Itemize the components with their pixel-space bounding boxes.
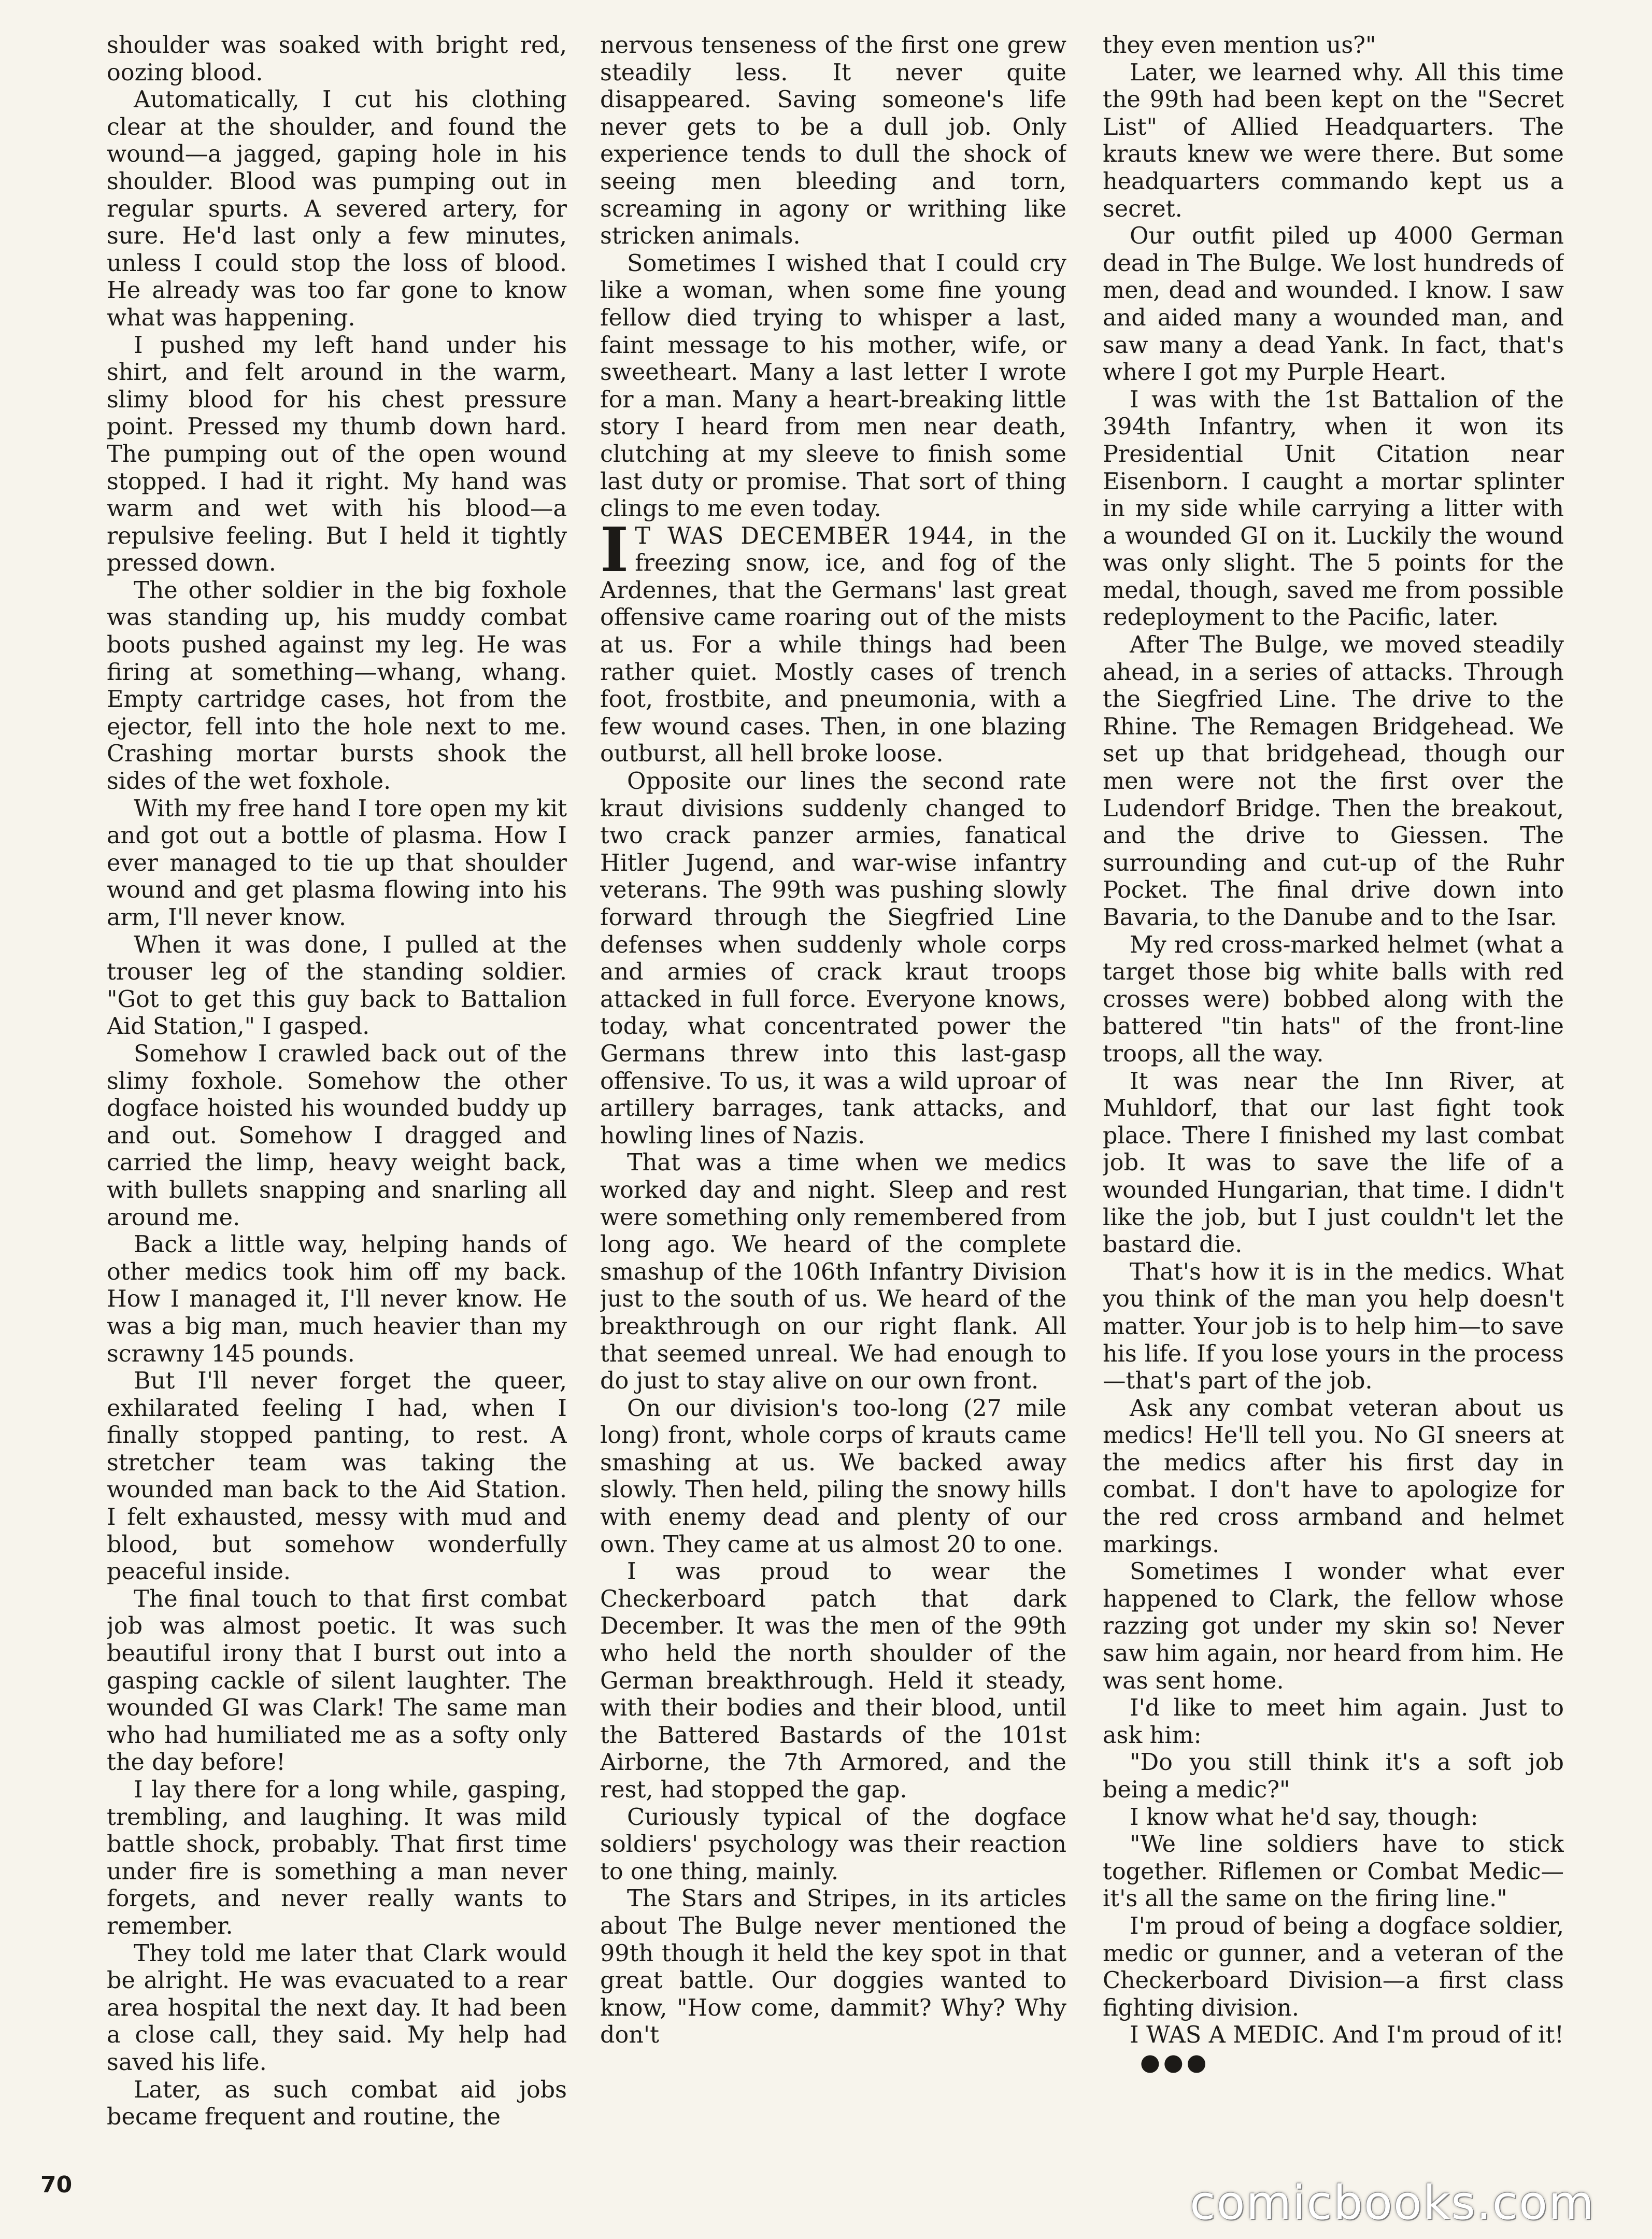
paragraph-text: Ask any combat veteran about us medics! He'll tell you. No GI sneers at the medics after his first day in combat. I don't have to apologize for the red cross armband and helmet markings. [1103, 1395, 1564, 1558]
paragraph-text: The final touch to that first combat job was almost poetic. It was such beautiful irony that I burst out into a gasping cackle of silent laughter. The wounded GI was Clark! The same man who had humiliated me as a softy only the day before! [107, 1585, 567, 1776]
article-paragraph [1103, 1558, 1564, 1695]
paragraph-text: shoulder was soaked with bright red, oozing blood. [107, 32, 567, 86]
paragraph-text: That's how it is in the medics. What you think of the man you help doesn't matter. Your job is to help him—to save his life. If you lose yours in the process—that's part of the job. [1103, 1258, 1564, 1395]
article-paragraph [107, 1368, 567, 1586]
article-paragraph [1103, 632, 1564, 932]
paragraph-text: "We line soldiers have to stick together. Riflemen or Combat Medic—it's all the same on the firing line." [1103, 1831, 1564, 1912]
article-paragraph [1103, 1395, 1564, 1559]
article-paragraph [600, 768, 1066, 1150]
paragraph-text: Curiously typical of the dogface soldiers' psychology was their reaction to one thing, mainly. [600, 1804, 1066, 1885]
paragraph-text: My red cross-marked helmet (what a target those big white balls with red crosses were) bobbed along with the battered "tin hats" of the front-line troops, all the way. [1103, 931, 1564, 1067]
paragraph-text: On our division's too-long (27 mile long) front, whole corps of krauts came smashing at us. We backed away slowly. Then held, piling the snowy hills with enemy dead and plenty of our own. They came at us almost 20 to one. [600, 1395, 1066, 1558]
article-paragraph [1103, 32, 1564, 60]
paragraph-text: Later, we learned why. All this time the 99th had been kept on the "Secret List" of Allied Headquarters. The krauts knew we were there. But some headquarters commando kept us a secret. [1103, 59, 1564, 222]
article-paragraph [1103, 2022, 1564, 2076]
article-paragraph [107, 796, 567, 932]
article-paragraph [1103, 60, 1564, 223]
article-paragraph [600, 32, 1066, 250]
paragraph-text: I was with the 1st Battalion of the 394th Infantry, when it won its Presidential Unit Citation near Eisenborn. I caught a mortar splinter in my side while carrying a litter with a wounded GI on it. Luckily the wound was only slight. The 5 points for the medal, though, saved me from possible redeployment to the Pacific, later. [1103, 386, 1564, 631]
article-paragraph [600, 1558, 1066, 1804]
article-paragraph [107, 1041, 567, 1231]
article-paragraph [600, 1395, 1066, 1559]
article-paragraph [1103, 1749, 1564, 1804]
paragraph-text: Sometimes I wished that I could cry like a woman, when some fine young fellow died trying to whisper a last, faint message to his mother, wife, or sweetheart. Many a last letter I wrote for a man. Many a heart-breaking little story I heard from men near death, clutching at my sleeve to finish some last duty or promise. That sort of thing clings to me even today. [600, 250, 1066, 522]
paragraph-text: They told me later that Clark would be alright. He was evacuated to a rear area hospital the next day. It had been a close call, they said. My help had saved his life. [107, 1940, 567, 2076]
paragraph-text: I lay there for a long while, gasping, trembling, and laughing. It was mild battle shock, probably. That first time under fire is something a man never forgets, and never really wants to remember. [107, 1777, 567, 1939]
article-paragraph [107, 577, 567, 796]
end-of-article-marks: ●●● [1140, 2049, 1210, 2076]
column-3 [1103, 32, 1564, 2199]
site-watermark: comicbooks.com [1190, 2176, 1595, 2230]
article-paragraph [1103, 1913, 1564, 2022]
paragraph-text: I was proud to wear the Checkerboard patch that dark December. It was the men of the 99th who held the north shoulder of the German breakthrough. Held it steady, with their bodies and their blood, until the Battered Bastards of the 101st Airborne, the 7th Armored, and the rest, had stopped the gap. [600, 1558, 1066, 1803]
paragraph-text: I know what he'd say, though: [1130, 1804, 1478, 1831]
paragraph-text: , in the freezing snow, ice, and fog of the Ardennes, that the Germans' last great offensive came roaring out of the mists at us. For a while things had been rather quiet. Mostly cases of trench foot, frostbite, and pneumonia, with a few wound cases. Then, in one blazing outburst, all hell broke loose. [600, 522, 1066, 768]
paragraph-text: After The Bulge, we moved steadily ahead, in a series of attacks. Through the Siegfried Line. The drive to the Rhine. The Remagen Bridgehead. We set up that bridgehead, though our men were not the first over the Ludendorf Bridge. Then the breakout, and the drive to Giessen. The surrounding and cut-up of the Ruhr Pocket. The final drive down into Bavaria, to the Danube and to the Isar. [1103, 632, 1564, 931]
article-paragraph [107, 1586, 567, 1777]
article-paragraph [107, 1231, 567, 1368]
paragraph-text: Automatically, I cut his clothing clear at the shoulder, and found the wound—a jagged, gaping hole in his shoulder. Blood was pumping out in regular spurts. A severed artery, for sure. He'd last only a few minutes, unless I could stop the loss of blood. He already was too far gone to know what was happening. [107, 87, 567, 331]
article-paragraph [600, 250, 1066, 523]
paragraph-text: I pushed my left hand under his shirt, and felt around in the warm, slimy blood for his chest pressure point. Pressed my thumb down hard. The pumping out of the open wound stopped. I had it right. My hand was warm and wet with his blood—a repulsive feeling. But I held it tightly pressed down. [107, 332, 567, 577]
article-paragraph [107, 32, 567, 87]
paragraph-text: Our outfit piled up 4000 German dead in The Bulge. We lost hundreds of men, dead and wounded. I know. I saw and aided many a wounded man, and saw many a dead Yank. In fact, that's where I got my Purple Heart. [1103, 223, 1564, 386]
section-lead-in: T WAS DECEMBER 1944 [635, 522, 967, 549]
paragraph-text: The other soldier in the big foxhole was standing up, his muddy combat boots pushed against my leg. He was firing at something—whang, whang. Empty cartridge cases, hot from the ejector, fell into the hole next to me. Crashing mortar bursts shook the sides of the wet foxhole. [107, 577, 567, 795]
paragraph-text: Opposite our lines the second rate kraut divisions suddenly changed to two crack panzer armies, fanatical Hitler Jugend, and war-wise infantry veterans. The 99th was pushing slowly forward through the Siegfried Line defenses when suddenly whole corps and armies of crack kraut troops attacked in full force. Everyone knows, today, what concentrated power the Germans threw into this last-gasp offensive. To us, it was a wild uproar of artillery barrages, tank attacks, and howling lines of Nazis. [600, 768, 1066, 1149]
article-paragraph [1103, 1695, 1564, 1749]
column-1 [107, 32, 567, 2199]
paragraph-text: I WAS A MEDIC. And I'm proud of it! [1130, 2022, 1564, 2049]
article-paragraph [1103, 387, 1564, 632]
paragraph-text: Sometimes I wonder what ever happened to Clark, the fellow whose razzing got under my skin so! Never saw him again, nor heard from him. He was sent home. [1103, 1558, 1564, 1694]
paragraph-text: When it was done, I pulled at the trouser leg of the standing soldier. "Got to get this guy back to Battalion Aid Station," I gasped. [107, 931, 567, 1040]
drop-cap: I [600, 513, 629, 586]
article-paragraph [107, 932, 567, 1041]
paragraph-text: Later, as such combat aid jobs became frequent and routine, the [107, 2076, 567, 2131]
article-paragraph [1103, 223, 1564, 387]
article-paragraph [1103, 1831, 1564, 1913]
paragraph-text: Somehow I crawled back out of the slimy foxhole. Somehow the other dogface hoisted his wounded buddy up and out. Somehow I dragged and carried the limp, heavy weight back, with bullets snapping and snarling all around me. [107, 1040, 567, 1231]
article-paragraph [600, 1150, 1066, 1395]
article-paragraph [107, 87, 567, 332]
article-paragraph [1103, 1259, 1564, 1395]
paragraph-text: "Do you still think it's a soft job being a medic?" [1103, 1749, 1564, 1803]
article-paragraph [1103, 1804, 1564, 1832]
article-paragraph [600, 513, 1066, 768]
paragraph-text: That was a time when we medics worked day and night. Sleep and rest were something only remembered from long ago. We heard of the complete smashup of the 106th Infantry Division just to the south of us. We heard of the breakthrough on our right flank. All that seemed unreal. We had enough to do just to stay alive on our own front. [600, 1150, 1066, 1395]
paragraph-text: With my free hand I tore open my kit and got out a bottle of plasma. How I ever managed to tie up that shoulder wound and get plasma flowing into his arm, I'll never know. [107, 795, 567, 931]
article-paragraph [1103, 932, 1564, 1068]
paragraph-text: I'd like to meet him again. Just to ask him: [1103, 1695, 1564, 1749]
article-paragraph [107, 1777, 567, 1940]
article-paragraph [107, 332, 567, 577]
paragraph-text: It was near the Inn River, at Muhldorf, that our last fight took place. There I finished my last combat job. It was to save the life of a wounded Hungarian, that time. I didn't like the job, but I just couldn't let the bastard die. [1103, 1068, 1564, 1258]
paragraph-text: they even mention us?" [1103, 32, 1376, 59]
page-number: 70 [40, 2172, 73, 2198]
paragraph-text: But I'll never forget the queer, exhilarated feeling I had, when I finally stopped panting, to rest. A stretcher team was taking the wounded man back to the Aid Station. I felt exhausted, messy with mud and blood, but somehow wonderfully peaceful inside. [107, 1368, 567, 1585]
article-paragraph [1103, 1068, 1564, 1259]
article-paragraph [600, 1886, 1066, 2049]
article-paragraph [600, 1804, 1066, 1886]
paragraph-text: The Stars and Stripes, in its articles about The Bulge never mentioned the 99th though it held the key spot in that great battle. Our doggies wanted to know, "How come, dammit? Why? Why don't [600, 1886, 1066, 2049]
paragraph-text: Back a little way, helping hands of other medics took him off my back. How I managed it, I'll never know. He was a big man, much heavier than my scrawny 145 pounds. [107, 1231, 567, 1367]
column-2 [600, 32, 1066, 2199]
paragraph-text: nervous tenseness of the first one grew steadily less. It never quite disappeared. Saving someone's life never gets to be a dull job. Only experience tends to dull the shock of seeing men bleeding and torn, screaming in agony or writhing like stricken animals. [600, 32, 1066, 250]
paragraph-text: I'm proud of being a dogface soldier, medic or gunner, and a veteran of the Checkerboard Division—a first class fighting division. [1103, 1912, 1564, 2021]
article-paragraph [107, 1940, 567, 2077]
article-paragraph [107, 2077, 567, 2131]
